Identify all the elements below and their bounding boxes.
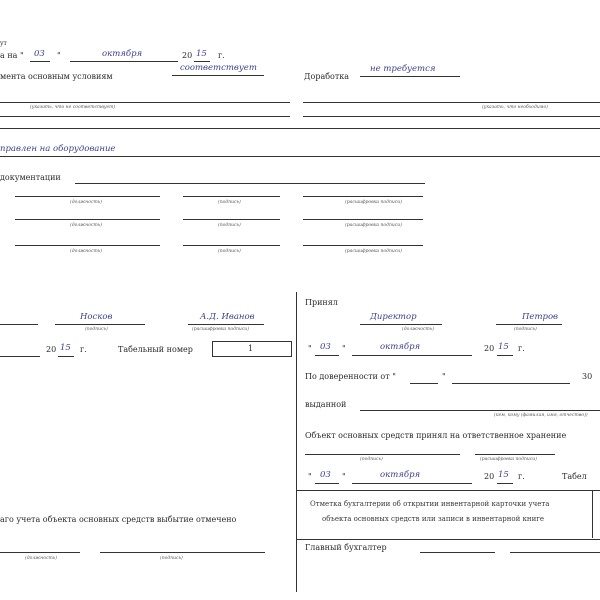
sig-row3-line-2 [183,245,280,246]
signer-name-line [188,324,264,325]
accepted-position: Директор [370,312,417,322]
issued-line [360,410,600,411]
left-year-suffix: г. [80,345,87,354]
sig-row3-line-1 [15,245,160,246]
month-underline [70,61,178,62]
sig-row1-caption-1: (должность) [70,200,102,205]
right-date2-open: " [308,472,312,481]
right-tabel-label: Табел [562,472,587,481]
chief-accountant-label: Главный бухгалтер [305,543,387,552]
left-final-line-1 [0,552,80,553]
year-value: 15 [196,49,207,59]
right-month2-underline [352,483,472,484]
refinement-label: Доработка [304,72,350,81]
issued-caption: (кем, кому (фамилия, имя, отчество)) [494,413,588,418]
left-year-underline [58,356,74,357]
right-day: 03 [320,342,331,352]
accounting-note: аго учета объекта основных средств выбытие отмечено [0,515,237,524]
sig-row2-line-3 [303,219,423,220]
conditions-underline [172,75,264,76]
sig-row2-caption-1: (должность) [70,223,102,228]
right-month: октября [380,342,421,352]
right-year-underline [497,355,513,356]
right-year2-suffix: г. [518,472,525,481]
accepted-name-line [496,324,562,325]
accepted-position-line [360,324,442,325]
conditions-label: мента основным условиям [0,72,113,81]
attorney-quote: " [442,372,446,381]
right-date2-close: " [342,472,346,481]
right-line-2 [303,116,600,117]
sig-row3-caption-2: (подпись) [218,249,241,254]
sig-row2-caption-3: (расшифровка подписи) [345,223,402,228]
date-quote: " [57,51,61,60]
accepted-position-caption: (должность) [402,327,434,332]
right-year2-prefix: 20 [484,472,495,481]
sig-row1-line-3 [303,196,423,197]
refinement-underline [360,76,460,77]
conditions-value: соответствует [180,63,257,73]
attorney-month-line [452,383,570,384]
object-sign-caption: (подпись) [360,457,383,462]
accounting-mark-inner-divider [592,490,593,538]
chief-name-line [510,552,600,553]
left-sign-dash [0,324,38,325]
issued-label: выданной [305,400,347,409]
sig-row3-caption-3: (расшифровка подписи) [345,249,402,254]
date-month: октября [102,49,143,59]
object-sign-line [305,454,460,455]
left-final-line-2 [100,552,265,553]
object-name-line [475,454,555,455]
sig-row1-caption-2: (подпись) [218,200,241,205]
right-day2: 03 [320,470,331,480]
left-final-caption-2: (подпись) [160,556,183,561]
right-date-open: " [308,344,312,353]
left-year-prefix: 20 [46,345,57,354]
right-date-close: " [342,344,346,353]
accounting-mark-line2: объекта основных средств или записи в инвентарной книге [322,515,545,523]
signer-name-caption: (расшифровка подписи) [192,327,249,332]
attorney-day-line [410,383,438,384]
full-line [0,128,600,129]
commission-underline [75,183,425,184]
caption-left: (указать, что не соответствует) [30,105,116,110]
refinement-value: не требуется [370,64,436,74]
sig-row2-line-1 [15,219,160,220]
left-line-1 [0,102,290,103]
attorney-no: 30 [582,372,593,381]
equipment-underline [0,156,600,157]
tabel-value: 1 [248,344,254,353]
chief-sign-line [420,552,495,553]
right-day-underline [315,355,339,356]
sig-row2-caption-2: (подпись) [218,223,241,228]
sig-row2-line-2 [183,219,280,220]
right-year2-underline [497,483,513,484]
equipment-title: правлен на оборудование [0,144,116,154]
left-year: 15 [60,343,71,353]
right-year: 15 [498,342,509,352]
year-suffix: г. [218,51,225,60]
tabel-label: Табельный номер [118,345,193,354]
date-prefix: а на " [0,51,24,60]
column-divider [296,292,297,592]
sig-row1-caption-3: (расшифровка подписи) [345,200,402,205]
date-day: 03 [34,49,45,59]
right-year-suffix: г. [518,344,525,353]
year-underline [194,61,210,62]
caption-right: (указать, что необходимо) [482,105,548,110]
right-day2-underline [315,483,339,484]
sig-row3-caption-1: (должность) [70,249,102,254]
signer-name: А.Д. Иванов [200,312,255,322]
sig-row1-line-2 [183,196,280,197]
accounting-mark-line1: Отметка бухгалтерии об открытии инвентарной карточки учета [310,500,550,508]
left-date-dash [0,356,40,357]
commission-label: документации [0,173,61,182]
day-underline [30,61,50,62]
accepted-name: Петров [522,312,559,322]
sig-row3-line-3 [303,245,423,246]
signer-position-line [55,324,145,325]
left-line-2 [0,116,290,117]
object-name-caption: (расшифровка подписи) [480,457,537,462]
left-final-caption-1: (должность) [25,556,57,561]
accepted-label: Принял [305,298,338,307]
signer-position-caption: (подпись) [85,327,108,332]
object-text: Объект основных средств принял на ответственное хранение [305,431,567,440]
corner-mark: ут [0,40,7,47]
attorney-label: По доверенности от " [305,372,396,381]
right-line-1 [303,102,600,103]
year-prefix: 20 [182,51,193,60]
signer-position: Носков [80,312,113,322]
sig-row1-line-1 [15,196,160,197]
right-year2: 15 [498,470,509,480]
right-month2: октября [380,470,421,480]
right-year-prefix: 20 [484,344,495,353]
accepted-name-caption: (подпись) [514,327,537,332]
right-month-underline [352,355,472,356]
